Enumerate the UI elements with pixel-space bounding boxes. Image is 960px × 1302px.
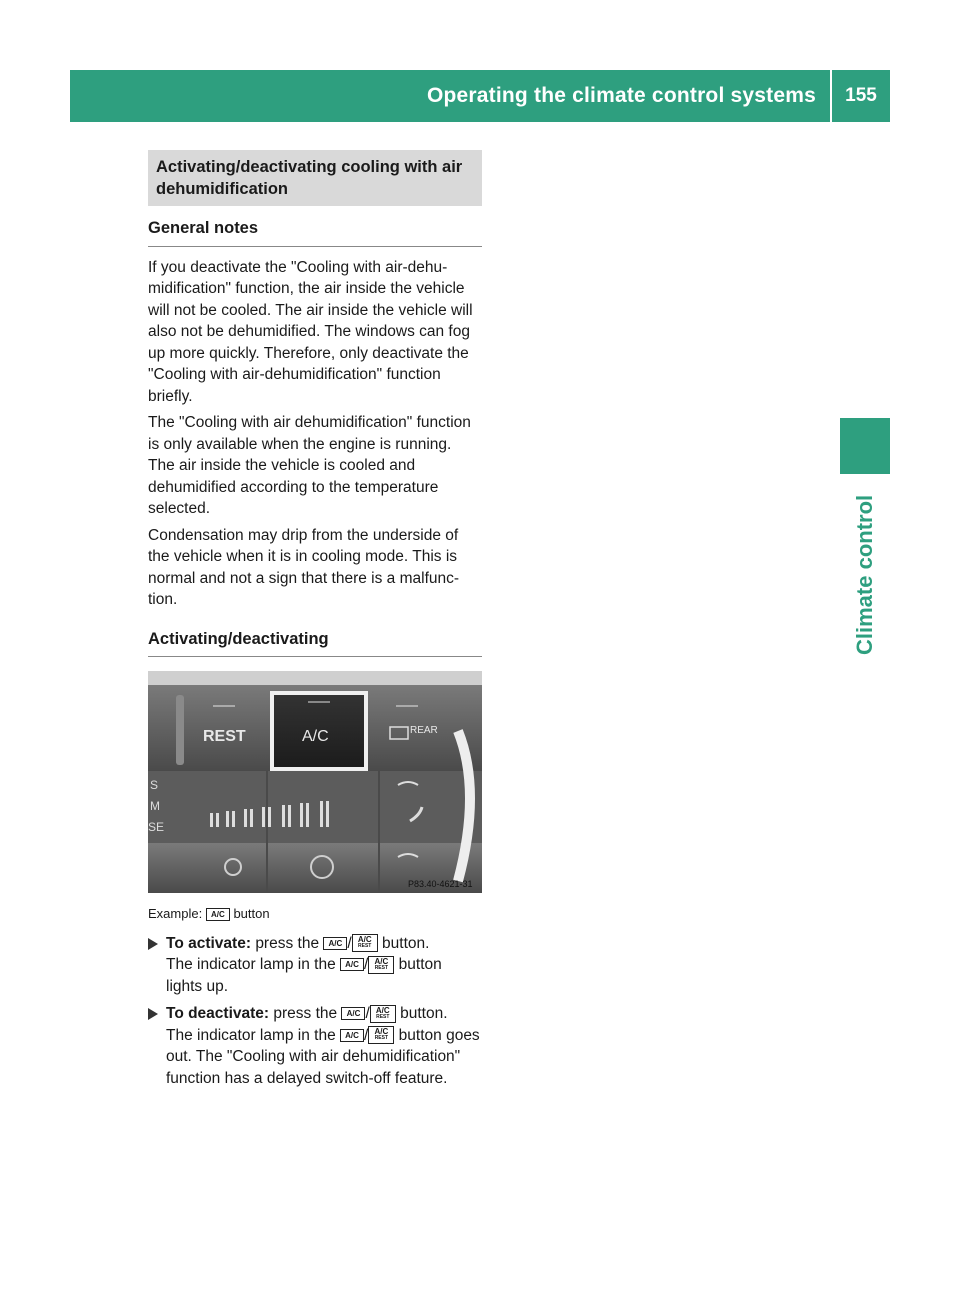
ac-key-icon: A/C bbox=[340, 1029, 364, 1042]
figure-code: P83.40-4621-31 bbox=[408, 879, 473, 889]
step-text: press the bbox=[273, 1005, 338, 1022]
rear-button-label: REAR bbox=[410, 725, 438, 736]
instruction-steps bbox=[148, 933, 482, 1090]
header-title: Operating the climate control systems bbox=[426, 84, 816, 107]
step-text: button. bbox=[382, 934, 430, 952]
paragraph: The "Cooling with air dehumidification" function is only available when the engine is running. The air inside the vehicle is cooled and dehumidified according to the temperature selected. bbox=[148, 414, 471, 517]
main-content bbox=[148, 150, 482, 1095]
ac-key-icon: A/C bbox=[341, 1007, 365, 1020]
step-result: button lights up. bbox=[166, 956, 442, 995]
paragraph: If you deactivate the "Cooling with air-dehumidification" function, the air inside the vehicle will not be cooled. The air inside the vehicle will also not be dehumidified. The windows can fog up more quickly. Therefore, only deactivate the "Cooling with air-dehumidification" function briefly. bbox=[148, 258, 473, 405]
chapter-label: Climate control bbox=[852, 494, 877, 655]
ac-rest-key-icon: A/C REST bbox=[368, 956, 394, 974]
ac-key-icon: A/C bbox=[340, 958, 364, 971]
ac-key-icon: A/C bbox=[206, 908, 230, 921]
panel-left-label: S bbox=[150, 778, 159, 792]
list-item: To activate: press the A/C / A/C REST button. The indicator lamp in the A/C / A/C REST button lights up. bbox=[148, 933, 482, 998]
figure-caption bbox=[148, 903, 482, 925]
step-result: The indicator lamp in the bbox=[166, 1026, 336, 1044]
step-label: To deactivate: bbox=[166, 1005, 270, 1022]
step-text: press the bbox=[255, 934, 320, 952]
ac-key-icon: A/C bbox=[323, 937, 347, 950]
step-arrow-icon bbox=[148, 1008, 158, 1020]
caption-suffix: button bbox=[233, 906, 270, 921]
panel-left-label: SE bbox=[148, 820, 165, 834]
general-notes-heading: General notes bbox=[148, 218, 482, 247]
rest-button-label: REST bbox=[203, 728, 246, 745]
paragraph: Condensation may drip from the underside of the vehicle when it is in cooling mode. This is normal and not a sign that there is a malfunction. bbox=[148, 526, 460, 608]
chapter-tab bbox=[840, 418, 890, 474]
step-arrow-icon bbox=[148, 938, 158, 950]
activating-heading: Activating/deactivating bbox=[148, 629, 482, 658]
ac-rest-key-icon: A/C REST bbox=[370, 1005, 396, 1023]
step-text: button. bbox=[400, 1005, 448, 1022]
climate-panel-illustration bbox=[148, 671, 482, 893]
panel-left-label: M bbox=[150, 799, 160, 813]
caption-prefix: Example: bbox=[148, 906, 203, 921]
step-result: button goes out. The "Cooling with air dehumidification" function has a delayed switch-off feature. bbox=[166, 1026, 480, 1087]
page-header bbox=[70, 70, 890, 122]
ac-rest-key-icon: A/C REST bbox=[352, 934, 378, 952]
section-title: Activating/deactivating cooling with air dehumidification bbox=[148, 150, 482, 206]
ac-button-label: A/C bbox=[302, 728, 329, 745]
step-label: To activate: bbox=[166, 934, 251, 952]
climate-panel-photo bbox=[148, 671, 482, 893]
list-item: To deactivate: press the A/C / A/C REST button. The indicator lamp in the A/C / A/C REST button goes out. The "Cooling with air dehumidification" function has a delayed switch-off feature. bbox=[148, 1003, 482, 1089]
ac-rest-key-icon: A/C REST bbox=[368, 1026, 394, 1044]
page-number: 155 bbox=[845, 85, 877, 106]
step-result: The indicator lamp in the bbox=[166, 956, 336, 973]
